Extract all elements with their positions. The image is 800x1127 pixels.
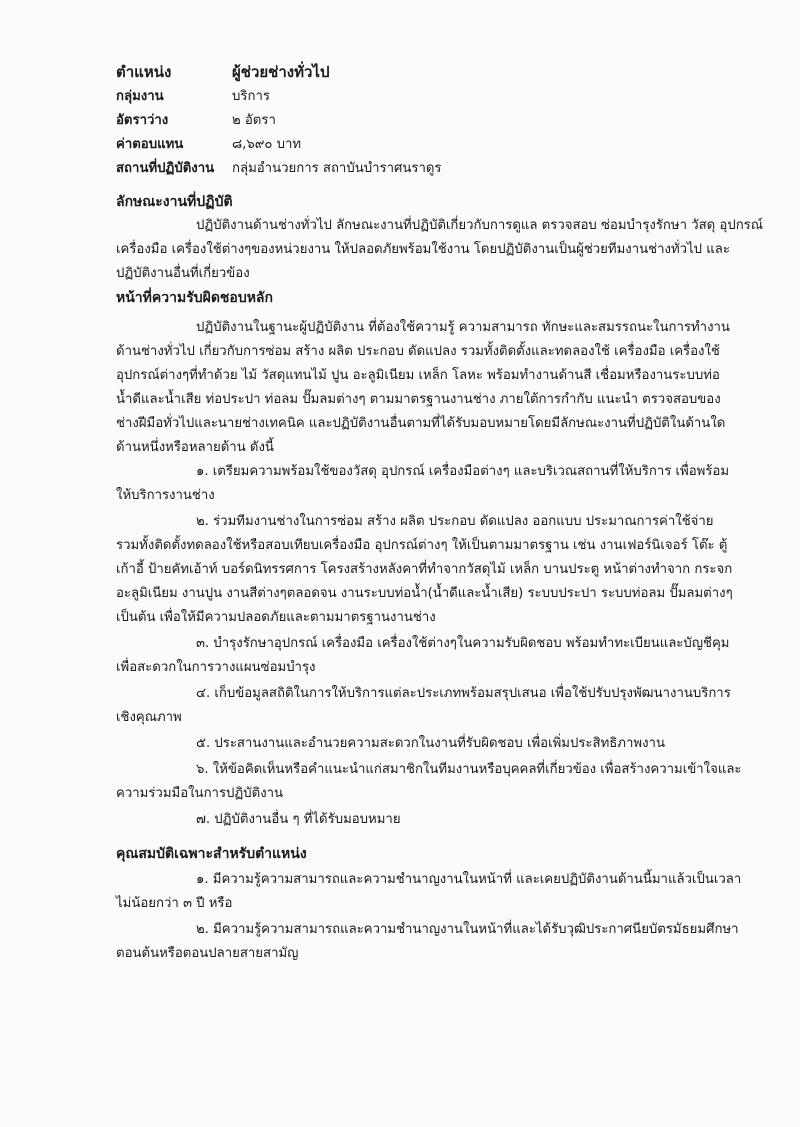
duty-item: เชิงคุณภาพ — [116, 710, 182, 725]
place-label: สถานที่ปฏิบัติงาน — [116, 161, 215, 176]
duties-heading: หน้าที่ความรับผิดชอบหลัก — [116, 290, 273, 306]
rate-value: ๒ อัตรา — [232, 113, 276, 128]
duties-intro-line: อุปกรณ์ต่างๆที่ทำด้วย ไม้ วัสดุแทนไม้ ปูน อะลูมิเนียม เหล็ก โลหะ พร้อมทำงานด้านสี เชื่อมหรืองานระบบท่อ — [116, 368, 720, 383]
duties-intro-line: ปฏิบัติงานในฐานะผู้ปฏิบัติงาน ที่ต้องใช้ความรู้ ความสามารถ ทักษะและสมรรถนะในการทำงาน — [196, 320, 730, 335]
nature-heading: ลักษณะงานที่ปฏิบัติ — [116, 194, 233, 210]
duties-intro-line: ช่างฝีมือทั่วไปและนายช่างเทคนิค และปฏิบัติงานอื่นตามที่ได้รับมอบหมายโดยมีลักษณะงานที่ปฏิบัติในด้านใด — [116, 416, 726, 431]
duty-item: เป็นต้น เพื่อให้มีความปลอดภัยและตามมาตรฐานงานช่าง — [116, 610, 436, 625]
duties-intro-line: น้ำดีและน้ำเสีย ท่อประปา ท่อลม ปั๊มลมต่างๆ ตามมาตรฐานงานช่าง ภายใต้การกำกับ แนะนำ ตรวจสอบของ — [116, 392, 721, 407]
duty-item: ๖. ให้ข้อคิดเห็นหรือคำแนะนำแก่สมาชิกในทีมงานหรือบุคคลที่เกี่ยวข้อง เพื่อสร้างความเข้าใจและ — [196, 762, 742, 777]
duty-item: ความร่วมมือในการปฏิบัติงาน — [116, 786, 284, 801]
nature-line: ปฏิบัติงานด้านช่างทั่วไป ลักษณะงานที่ปฏิบัติเกี่ยวกับการดูแล ตรวจสอบ ซ่อมบำรุงรักษา วัสดุ อุปกรณ์ — [196, 218, 764, 233]
pay-label: ค่าตอบแทน — [116, 137, 184, 152]
place-value: กลุ่มอำนวยการ สถาบันบำราศนราดูร — [232, 161, 442, 176]
pay-value: ๘,๖๙๐ บาท — [232, 137, 302, 152]
qualification-line: ตอนต้นหรือตอนปลายสายสามัญ — [116, 946, 299, 961]
duty-item: เพื่อสะดวกในการวางแผนซ่อมบำรุง — [116, 660, 316, 675]
duty-item: อะลูมิเนียม งานปูน งานสีต่างๆตลอดจน งานระบบท่อน้ำ(น้ำดีและน้ำเสีย) ระบบประปา ระบบท่อลม ปั๊มลมต่างๆ — [116, 586, 733, 601]
qualification-line: ไม่น้อยกว่า ๓ ปี หรือ — [116, 896, 233, 911]
duty-item: ๓. บำรุงรักษาอุปกรณ์ เครื่องมือ เครื่องใช้ต่างๆในความรับผิดชอบ พร้อมทำทะเบียนและบัญชีคุม — [196, 636, 730, 651]
position-label: ตำแหน่ง — [116, 63, 172, 81]
duty-item: ให้บริการงานช่าง — [116, 488, 215, 503]
qualification-line: ๒. มีความรู้ความสามารถและความชำนาญงานในหน้าที่และได้รับวุฒิประกาศนียบัตรมัธยมศึกษา — [196, 922, 739, 937]
duty-item: ๔. เก็บข้อมูลสถิติในการให้บริการแต่ละประเภทพร้อมสรุปเสนอ เพื่อใช้ปรับปรุงพัฒนางานบริการ — [196, 686, 731, 701]
duty-item: เก้าอี้ ป้ายคัทเอ้าท์ บอร์ดนิทรรศการ โครงสร้างหลังคาที่ทำจากวัสดุไม้ เหล็ก บานประตู หน้าต่างทำจาก กระจก — [116, 562, 733, 577]
group-value: บริการ — [232, 89, 270, 104]
group-label: กลุ่มงาน — [116, 89, 164, 104]
nature-line: ปฏิบัติงานอื่นที่เกี่ยวข้อง — [116, 266, 250, 281]
nature-line: เครื่องมือ เครื่องใช้ต่างๆของหน่วยงาน ให้ปลอดภัยพร้อมใช้งาน โดยปฏิบัติงานเป็นผู้ช่วยทีมงานช่างทั่วไป และ — [116, 242, 730, 257]
qualifications-heading: คุณสมบัติเฉพาะสำหรับตำแหน่ง — [116, 846, 307, 862]
duty-item: รวมทั้งติดตั้งทดลองใช้หรือสอบเทียบเครื่องมือ อุปกรณ์ต่างๆ ให้เป็นตามมาตรฐาน เช่น งานเฟอร์นิเจอร์ โต๊ะ ตู้ — [116, 538, 728, 553]
duties-intro-line: ด้านช่างทั่วไป เกี่ยวกับการซ่อม สร้าง ผลิต ประกอบ ดัดแปลง รวมทั้งติดตั้งและทดลองใช้ เครื่องมือ เครื่องใช้ — [116, 344, 720, 359]
rate-label: อัตราว่าง — [116, 113, 169, 128]
qualification-line: ๑. มีความรู้ความสามารถและความชำนาญงานในหน้าที่ และเคยปฏิบัติงานด้านนี้มาแล้วเป็นเวลา — [196, 872, 742, 887]
position-value: ผู้ช่วยช่างทั่วไป — [232, 63, 330, 81]
duty-item: ๑. เตรียมความพร้อมใช้ของวัสดุ อุปกรณ์ เครื่องมือต่างๆ และบริเวณสถานที่ให้บริการ เพื่อพร้อม — [196, 464, 730, 479]
duty-item: ๕. ประสานงานและอำนวยความสะดวกในงานที่รับผิดชอบ เพื่อเพิ่มประสิทธิภาพงาน — [196, 736, 665, 751]
duties-intro-line: ด้านหนึ่งหรือหลายด้าน ดังนี้ — [116, 440, 274, 455]
duty-item: ๗. ปฏิบัติงานอื่น ๆ ที่ได้รับมอบหมาย — [196, 812, 401, 827]
duty-item: ๒. ร่วมทีมงานช่างในการซ่อม สร้าง ผลิต ประกอบ ดัดแปลง ออกแบบ ประมาณการค่าใช้จ่าย — [196, 514, 714, 529]
